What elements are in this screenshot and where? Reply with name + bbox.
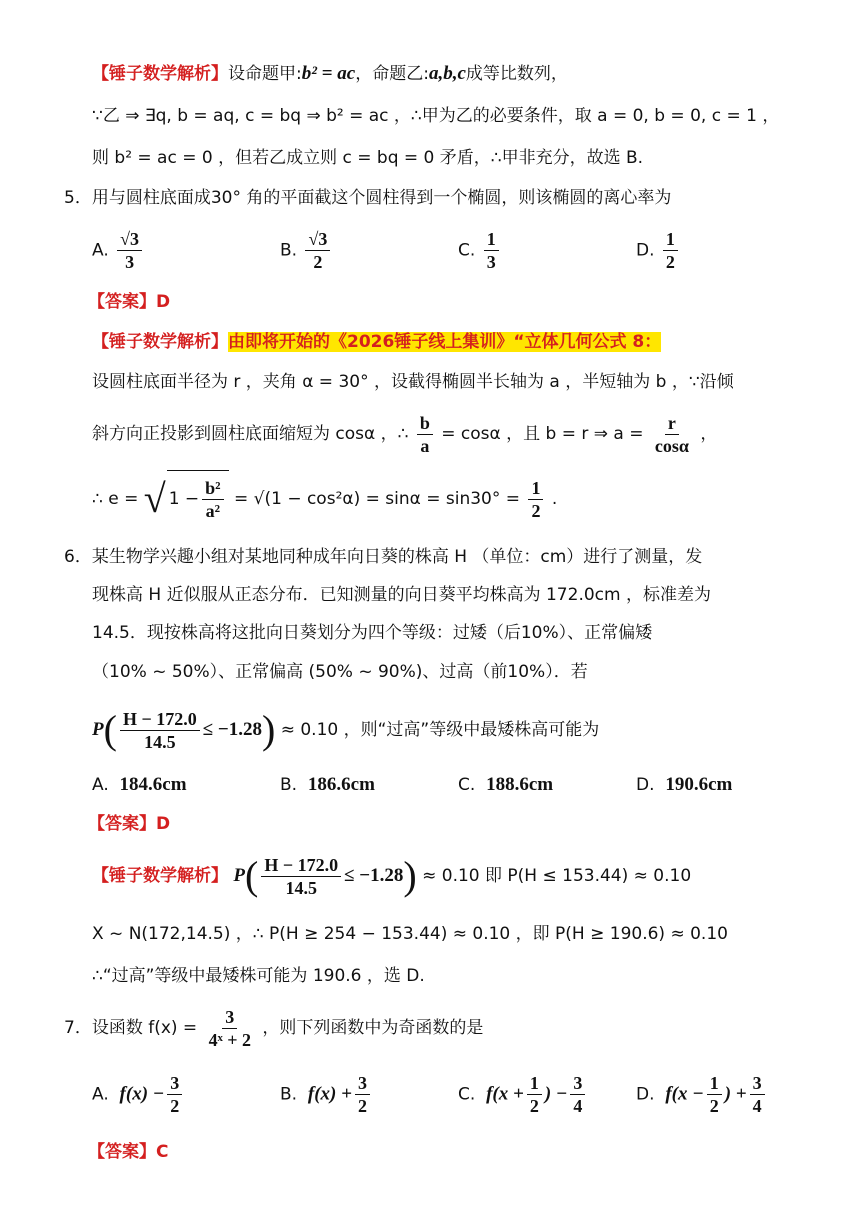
option-fraction: [305, 228, 330, 273]
paren-close: ): [261, 707, 276, 752]
q6-option-a: [92, 774, 187, 796]
q7-option-a: [92, 1072, 185, 1117]
option-label: B.: [280, 240, 298, 261]
fraction: [261, 854, 341, 899]
text: = cosα ，且 b = r ⇒ a =: [441, 424, 644, 444]
frac-num: 3: [355, 1072, 370, 1095]
q5-analysis-line2: [92, 408, 717, 460]
frac-num: √3: [117, 228, 142, 251]
q6-option-b: [280, 774, 375, 796]
prob-symbol: P: [233, 865, 246, 886]
q6-analysis-line1: [92, 848, 691, 904]
frac-num: 3: [750, 1072, 765, 1095]
q6-analysis-line2: X ~ N(172,14.5) ，∴ P(H ≥ 254 − 153.44) ≈ 0.10 ，即 P(H ≥ 190.6) ≈ 0.10: [92, 924, 728, 944]
sqrt-icon: √: [143, 476, 166, 521]
frac-den: 2: [170, 1096, 180, 1116]
fraction: [750, 1072, 765, 1117]
option-expr: f(x −: [665, 1083, 704, 1105]
option-fraction: [663, 228, 678, 273]
analysis-highlight: 由即将开始的《2026锤子线上集训》“立体几何公式 8：: [228, 332, 662, 352]
fraction: [652, 412, 692, 457]
option-value: 184.6cm: [119, 774, 187, 795]
q6-option-d: [636, 774, 732, 796]
frac-num: H − 172.0: [261, 854, 341, 877]
q7-stem: [64, 1002, 483, 1054]
q5-analysis-header: [92, 330, 661, 354]
frac-den: 14.5: [285, 877, 317, 898]
option-value: 190.6cm: [665, 774, 733, 795]
sqrt-body: [167, 470, 229, 527]
fraction: [120, 708, 200, 753]
fraction: [167, 1072, 182, 1117]
frac-num: 1: [484, 228, 499, 251]
q5-option-d: [636, 228, 681, 273]
option-label: C.: [458, 240, 476, 261]
frac-num: 1: [663, 228, 678, 251]
frac-den: 2: [529, 1096, 539, 1116]
text: ，: [700, 424, 718, 444]
frac-num: 1: [707, 1072, 722, 1095]
frac-num: b: [417, 412, 433, 435]
q6-option-c: [458, 774, 553, 796]
q7-option-b: [280, 1072, 373, 1117]
option-expr: f(x) −: [119, 1083, 165, 1105]
text: 1 −: [168, 489, 200, 509]
answer-tag: 【答案】: [88, 1142, 156, 1162]
frac-den: 2: [709, 1096, 719, 1116]
q6-line5: [92, 702, 599, 758]
answer-tag: 【答案】: [88, 292, 156, 312]
frac-num: H − 172.0: [120, 708, 200, 731]
frac-num: 1: [527, 1072, 542, 1095]
math: ≤ −1.28: [344, 865, 404, 886]
text: ，则下列函数中为奇函数的是: [262, 1018, 484, 1038]
paren-open: (: [245, 853, 259, 898]
analysis-tag: 【锤子数学解析】: [92, 866, 228, 886]
option-expr: f(x) +: [307, 1083, 352, 1105]
option-label: C.: [458, 1084, 476, 1105]
frac-den: a: [420, 435, 430, 456]
frac-num: b²: [202, 477, 223, 500]
frac-den: cosα: [654, 435, 689, 456]
text: 斜方向正投影到圆柱底面缩短为 cosα ，∴: [92, 424, 409, 444]
frac-den: 3: [486, 252, 496, 272]
text: = √(1 − cos²α) = sinα = sin30° =: [233, 489, 521, 509]
q5-answer: [88, 290, 170, 314]
text: .: [551, 489, 558, 509]
q6-line2: 现株高 H 近似服从正态分布．已知测量的向日葵平均株高为 172.0cm ，标准差为: [92, 585, 711, 605]
q7-option-d: [636, 1072, 768, 1117]
option-label: A.: [92, 1084, 109, 1105]
q6-analysis-line3: ∴“过高”等级中最矮株可能为 190.6 ，选 D.: [92, 966, 425, 986]
frac-den: a²: [205, 500, 221, 521]
q4-analysis-text1: 设命题甲:: [228, 64, 302, 84]
q4-math2: a,b,c: [428, 63, 466, 84]
frac-den: 2: [531, 500, 541, 521]
fraction: [707, 1072, 722, 1117]
q6-line4: （10% ~ 50%）、正常偏高 (50% ~ 90%)、过高（前10%）．若: [92, 662, 588, 682]
option-label: A.: [92, 240, 109, 261]
frac-num: 3: [167, 1072, 182, 1095]
option-label: D.: [636, 1084, 655, 1105]
option-label: C.: [458, 775, 476, 795]
option-expr: ) +: [724, 1083, 747, 1105]
frac-num: 3: [570, 1072, 585, 1095]
answer-value: C: [156, 1142, 169, 1162]
text: ≈ 0.10 ，则“过高”等级中最矮株高可能为: [280, 720, 600, 740]
option-expr: f(x +: [486, 1083, 524, 1105]
analysis-tag: 【锤子数学解析】: [92, 64, 228, 84]
q4-analysis-line3: 则 b² = ac = 0 ，但若乙成立则 c = bq = 0 矛盾，∴甲非充分，故选 B.: [92, 148, 644, 168]
q4-analysis-text2: ，命题乙:: [355, 64, 429, 84]
frac-num: 3: [222, 1006, 237, 1029]
option-expr: ) −: [544, 1083, 568, 1105]
option-value: 186.6cm: [307, 774, 375, 795]
frac-num: r: [665, 412, 679, 435]
option-label: B.: [280, 775, 298, 795]
q7-answer: [88, 1140, 168, 1164]
frac-den: 2: [665, 252, 675, 272]
q5-option-b: [280, 228, 333, 273]
frac-num: 1: [528, 477, 543, 500]
fraction: [417, 412, 433, 457]
math: ≤ −1.28: [202, 719, 262, 740]
paren-open: (: [103, 707, 117, 752]
q4-analysis-line1: [92, 62, 568, 86]
frac-den: 3: [125, 252, 135, 272]
q6-line1: 6．某生物学兴趣小组对某地同种成年向日葵的株高 H （单位：cm）进行了测量，发: [64, 547, 703, 567]
text: ∴ e =: [92, 489, 139, 509]
q5-analysis-line3: [92, 470, 557, 526]
frac-den: 4: [573, 1096, 583, 1116]
fraction: [355, 1072, 370, 1117]
text: ≈ 0.10 即 P(H ≤ 153.44) ≈ 0.10: [422, 866, 692, 886]
fraction: [206, 1006, 254, 1051]
q6-line3: 14.5．现按株高将这批向日葵划分为四个等级：过矮（后10%）、正常偏矮: [92, 623, 653, 643]
analysis-tag: 【锤子数学解析】: [92, 332, 228, 352]
frac-num: √3: [305, 228, 330, 251]
q4-math1: b² = ac: [301, 63, 356, 84]
option-label: A.: [92, 775, 109, 795]
text: 7．设函数 f(x) =: [64, 1018, 198, 1038]
answer-value: D: [156, 814, 171, 834]
q5-analysis-line1: 设圆柱底面半径为 r ，夹角 α = 30° ，设截得椭圆半长轴为 a ，半短轴为 b ，∵沿倾: [92, 372, 734, 392]
frac-den: 2: [313, 252, 323, 272]
option-fraction: [484, 228, 499, 273]
paren-close: ): [403, 853, 417, 898]
q6-answer: [88, 812, 170, 836]
answer-tag: 【答案】: [88, 814, 156, 834]
option-label: B.: [280, 1084, 298, 1105]
answer-value: D: [156, 292, 171, 312]
q5-stem: 5．用与圆柱底面成30° 角的平面截这个圆柱得到一个椭圆，则该椭圆的离心率为: [64, 188, 672, 208]
q5-option-c: [458, 228, 502, 273]
frac-den: 4: [752, 1096, 762, 1116]
frac-den: 14.5: [144, 731, 176, 752]
fraction: [202, 477, 223, 522]
frac-den: 2: [357, 1096, 367, 1116]
prob-symbol: P: [92, 719, 104, 740]
option-label: D.: [636, 775, 655, 795]
option-fraction: [117, 228, 142, 273]
q7-option-c: [458, 1072, 588, 1117]
q4-analysis-text3: 成等比数列，: [465, 64, 568, 84]
fraction: [527, 1072, 542, 1117]
q5-option-a: [92, 228, 145, 273]
fraction: [570, 1072, 585, 1117]
q4-analysis-line2: ∵乙 ⇒ ∃q, b = aq, c = bq ⇒ b² = ac ，∴甲为乙的必要条件，取 a = 0, b = 0, c = 1 ，: [92, 106, 780, 126]
option-label: D.: [636, 240, 655, 261]
option-value: 188.6cm: [486, 774, 554, 795]
frac-den: 4ˣ + 2: [208, 1029, 252, 1050]
fraction: [528, 477, 543, 522]
